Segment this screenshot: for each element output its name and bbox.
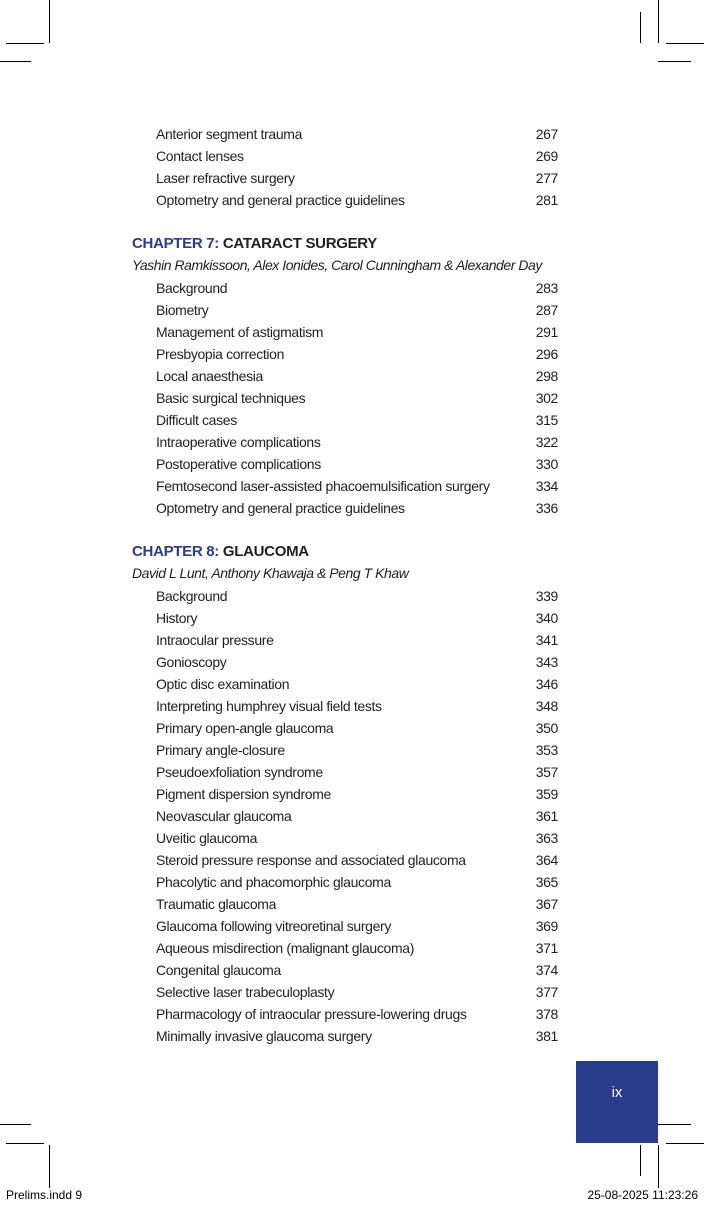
toc-entry-page: 348: [535, 698, 558, 714]
toc-entry[interactable]: [132, 959, 562, 981]
toc-entry[interactable]: [132, 915, 562, 937]
toc-entry-page: 359: [535, 786, 558, 802]
crop-mark: [666, 43, 704, 44]
toc-entry-page: 371: [535, 940, 558, 956]
toc-entry-title: Management of astigmatism: [156, 324, 324, 340]
toc-entry-page: 343: [535, 654, 558, 670]
slug-file-info: Prelims.indd 9: [6, 1188, 83, 1202]
toc-entry-title: Pigment dispersion syndrome: [156, 786, 331, 802]
toc-entry-page: 269: [535, 148, 558, 164]
chapter-number: CHAPTER 8:: [132, 543, 220, 560]
toc-entry-page: 363: [535, 830, 558, 846]
page-number-tab: [576, 1061, 658, 1143]
slug-timestamp: 25-08-2025 11:23:26: [587, 1188, 698, 1202]
chapter-heading: [132, 541, 562, 563]
crop-mark: [6, 1143, 44, 1144]
toc-entry-title: Biometry: [156, 302, 209, 318]
toc-entry[interactable]: [132, 629, 562, 651]
toc-entry-title: Selective laser trabeculoplasty: [156, 984, 335, 1000]
toc-entry[interactable]: [132, 651, 562, 673]
toc-entry-page: 302: [535, 390, 558, 406]
toc-entry[interactable]: [132, 827, 562, 849]
toc-entry[interactable]: [132, 695, 562, 717]
toc-entry[interactable]: [132, 739, 562, 761]
toc-entry-page: 353: [535, 742, 558, 758]
toc-entry-page: 346: [535, 676, 558, 692]
toc-entry[interactable]: [132, 167, 562, 189]
toc-entry-page: 322: [535, 434, 558, 450]
crop-mark: [0, 1124, 31, 1125]
chapter-authors: David L Lunt, Anthony Khawaja & Peng T Khaw: [132, 565, 409, 581]
toc-entry[interactable]: [132, 189, 562, 211]
crop-mark: [0, 61, 31, 62]
chapter-title: CATARACT SURGERY: [222, 235, 377, 252]
toc-entry-page: 381: [535, 1028, 558, 1044]
toc-entry-page: 341: [535, 632, 558, 648]
toc-entry-page: 365: [535, 874, 558, 890]
toc-entry[interactable]: [132, 585, 562, 607]
toc-entry-title: Optometry and general practice guidelines: [156, 500, 405, 516]
toc-entry-page: 283: [535, 280, 558, 296]
toc-entry-title: Aqueous misdirection (malignant glaucoma): [156, 940, 415, 956]
toc-entry-page: 296: [535, 346, 558, 362]
toc-entry-page: 298: [535, 368, 558, 384]
toc-entry[interactable]: [132, 431, 562, 453]
crop-mark: [49, 1145, 50, 1188]
toc-entry-title: Congenital glaucoma: [156, 962, 281, 978]
toc-entry[interactable]: [132, 893, 562, 915]
toc-entry-page: 315: [535, 412, 558, 428]
toc-entry[interactable]: [132, 849, 562, 871]
toc-entry-title: Background: [156, 588, 228, 604]
toc-entry[interactable]: [132, 607, 562, 629]
toc-entry-title: Anterior segment trauma: [156, 126, 303, 142]
section-spacer: [132, 519, 562, 541]
toc-entry[interactable]: [132, 123, 562, 145]
crop-mark: [640, 1145, 641, 1176]
toc-entry[interactable]: [132, 475, 562, 497]
toc-entry-title: Primary open-angle glaucoma: [156, 720, 334, 736]
toc-entry-title: Minimally invasive glaucoma surgery: [156, 1028, 372, 1044]
toc-entry-title: Gonioscopy: [156, 654, 227, 670]
toc-entry[interactable]: [132, 497, 562, 519]
toc-entry-page: 357: [535, 764, 558, 780]
crop-mark: [49, 0, 50, 43]
toc-entry-title: Local anaesthesia: [156, 368, 263, 384]
toc-entry-page: 364: [535, 852, 558, 868]
toc-entry-page: 287: [535, 302, 558, 318]
toc-entry-title: Optometry and general practice guidelines: [156, 192, 405, 208]
toc-entry-page: 330: [535, 456, 558, 472]
toc-entry[interactable]: [132, 717, 562, 739]
crop-mark: [658, 1145, 659, 1188]
toc-entry-page: 369: [535, 918, 558, 934]
toc-entry-title: Laser refractive surgery: [156, 170, 295, 186]
toc-entry-page: 291: [535, 324, 558, 340]
toc-entry-title: Femtosecond laser-assisted phacoemulsification surgery: [156, 478, 490, 494]
toc-entry[interactable]: [132, 453, 562, 475]
toc-entry-title: Interpreting humphrey visual field tests: [156, 698, 382, 714]
table-of-contents: [132, 123, 562, 1047]
toc-entry[interactable]: [132, 761, 562, 783]
toc-entry[interactable]: [132, 1025, 562, 1047]
toc-entry-title: Intraocular pressure: [156, 632, 274, 648]
toc-entry[interactable]: [132, 365, 562, 387]
toc-entry[interactable]: [132, 1003, 562, 1025]
toc-entry-title: Postoperative complications: [156, 456, 321, 472]
toc-entry-page: 374: [535, 962, 558, 978]
chapter-number: CHAPTER 7:: [132, 235, 220, 252]
toc-entry-page: 267: [535, 126, 558, 142]
chapter-authors: Yashin Ramkissoon, Alex Ionides, Carol Cunningham & Alexander Day: [132, 257, 542, 273]
section-spacer: [132, 211, 562, 233]
toc-entry[interactable]: [132, 805, 562, 827]
toc-entry-title: Steroid pressure response and associated glaucoma: [156, 852, 466, 868]
toc-entry-title: Optic disc examination: [156, 676, 290, 692]
toc-entry[interactable]: [132, 145, 562, 167]
crop-mark: [6, 43, 44, 44]
toc-entry-page: 378: [535, 1006, 558, 1022]
toc-entry[interactable]: [132, 871, 562, 893]
toc-entry-title: Pseudoexfoliation syndrome: [156, 764, 323, 780]
crop-mark: [658, 1124, 691, 1125]
toc-entry-title: Intraoperative complications: [156, 434, 321, 450]
chapter-heading: [132, 233, 562, 255]
toc-entry-title: Uveitic glaucoma: [156, 830, 257, 846]
toc-entry[interactable]: [132, 387, 562, 409]
toc-entry-title: Glaucoma following vitreoretinal surgery: [156, 918, 391, 934]
toc-entry-page: 339: [535, 588, 558, 604]
toc-entry-title: Phacolytic and phacomorphic glaucoma: [156, 874, 391, 890]
toc-entry-page: 367: [535, 896, 558, 912]
toc-entry-title: Primary angle-closure: [156, 742, 285, 758]
toc-entry-title: Basic surgical techniques: [156, 390, 306, 406]
toc-entry-title: Pharmacology of intraocular pressure-lowering drugs: [156, 1006, 467, 1022]
toc-entry-page: 350: [535, 720, 558, 736]
toc-entry[interactable]: [132, 783, 562, 805]
crop-mark: [640, 12, 641, 43]
toc-entry-page: 277: [535, 170, 558, 186]
toc-entry[interactable]: [132, 299, 562, 321]
toc-entry-title: Neovascular glaucoma: [156, 808, 292, 824]
toc-entry-page: 281: [535, 192, 558, 208]
toc-entry-page: 340: [535, 610, 558, 626]
toc-entry[interactable]: [132, 343, 562, 365]
crop-mark: [666, 1143, 704, 1144]
chapter-title: GLAUCOMA: [222, 543, 309, 560]
toc-entry-title: Background: [156, 280, 228, 296]
toc-entry-page: 361: [535, 808, 558, 824]
toc-entry-title: Difficult cases: [156, 412, 237, 428]
toc-entry[interactable]: [132, 277, 562, 299]
toc-entry-title: Contact lenses: [156, 148, 244, 164]
toc-entry-title: Traumatic glaucoma: [156, 896, 277, 912]
crop-mark: [658, 61, 691, 62]
page-number: ix: [611, 1084, 623, 1101]
toc-entry-page: 334: [535, 478, 558, 494]
toc-entry[interactable]: [132, 409, 562, 431]
toc-entry-page: 336: [535, 500, 558, 516]
toc-entry[interactable]: [132, 321, 562, 343]
toc-entry-title: History: [156, 610, 198, 626]
toc-entry[interactable]: [132, 937, 562, 959]
toc-entry[interactable]: [132, 673, 562, 695]
toc-entry[interactable]: [132, 981, 562, 1003]
crop-mark: [658, 0, 659, 43]
toc-entry-page: 377: [535, 984, 558, 1000]
toc-entry-title: Presbyopia correction: [156, 346, 285, 362]
